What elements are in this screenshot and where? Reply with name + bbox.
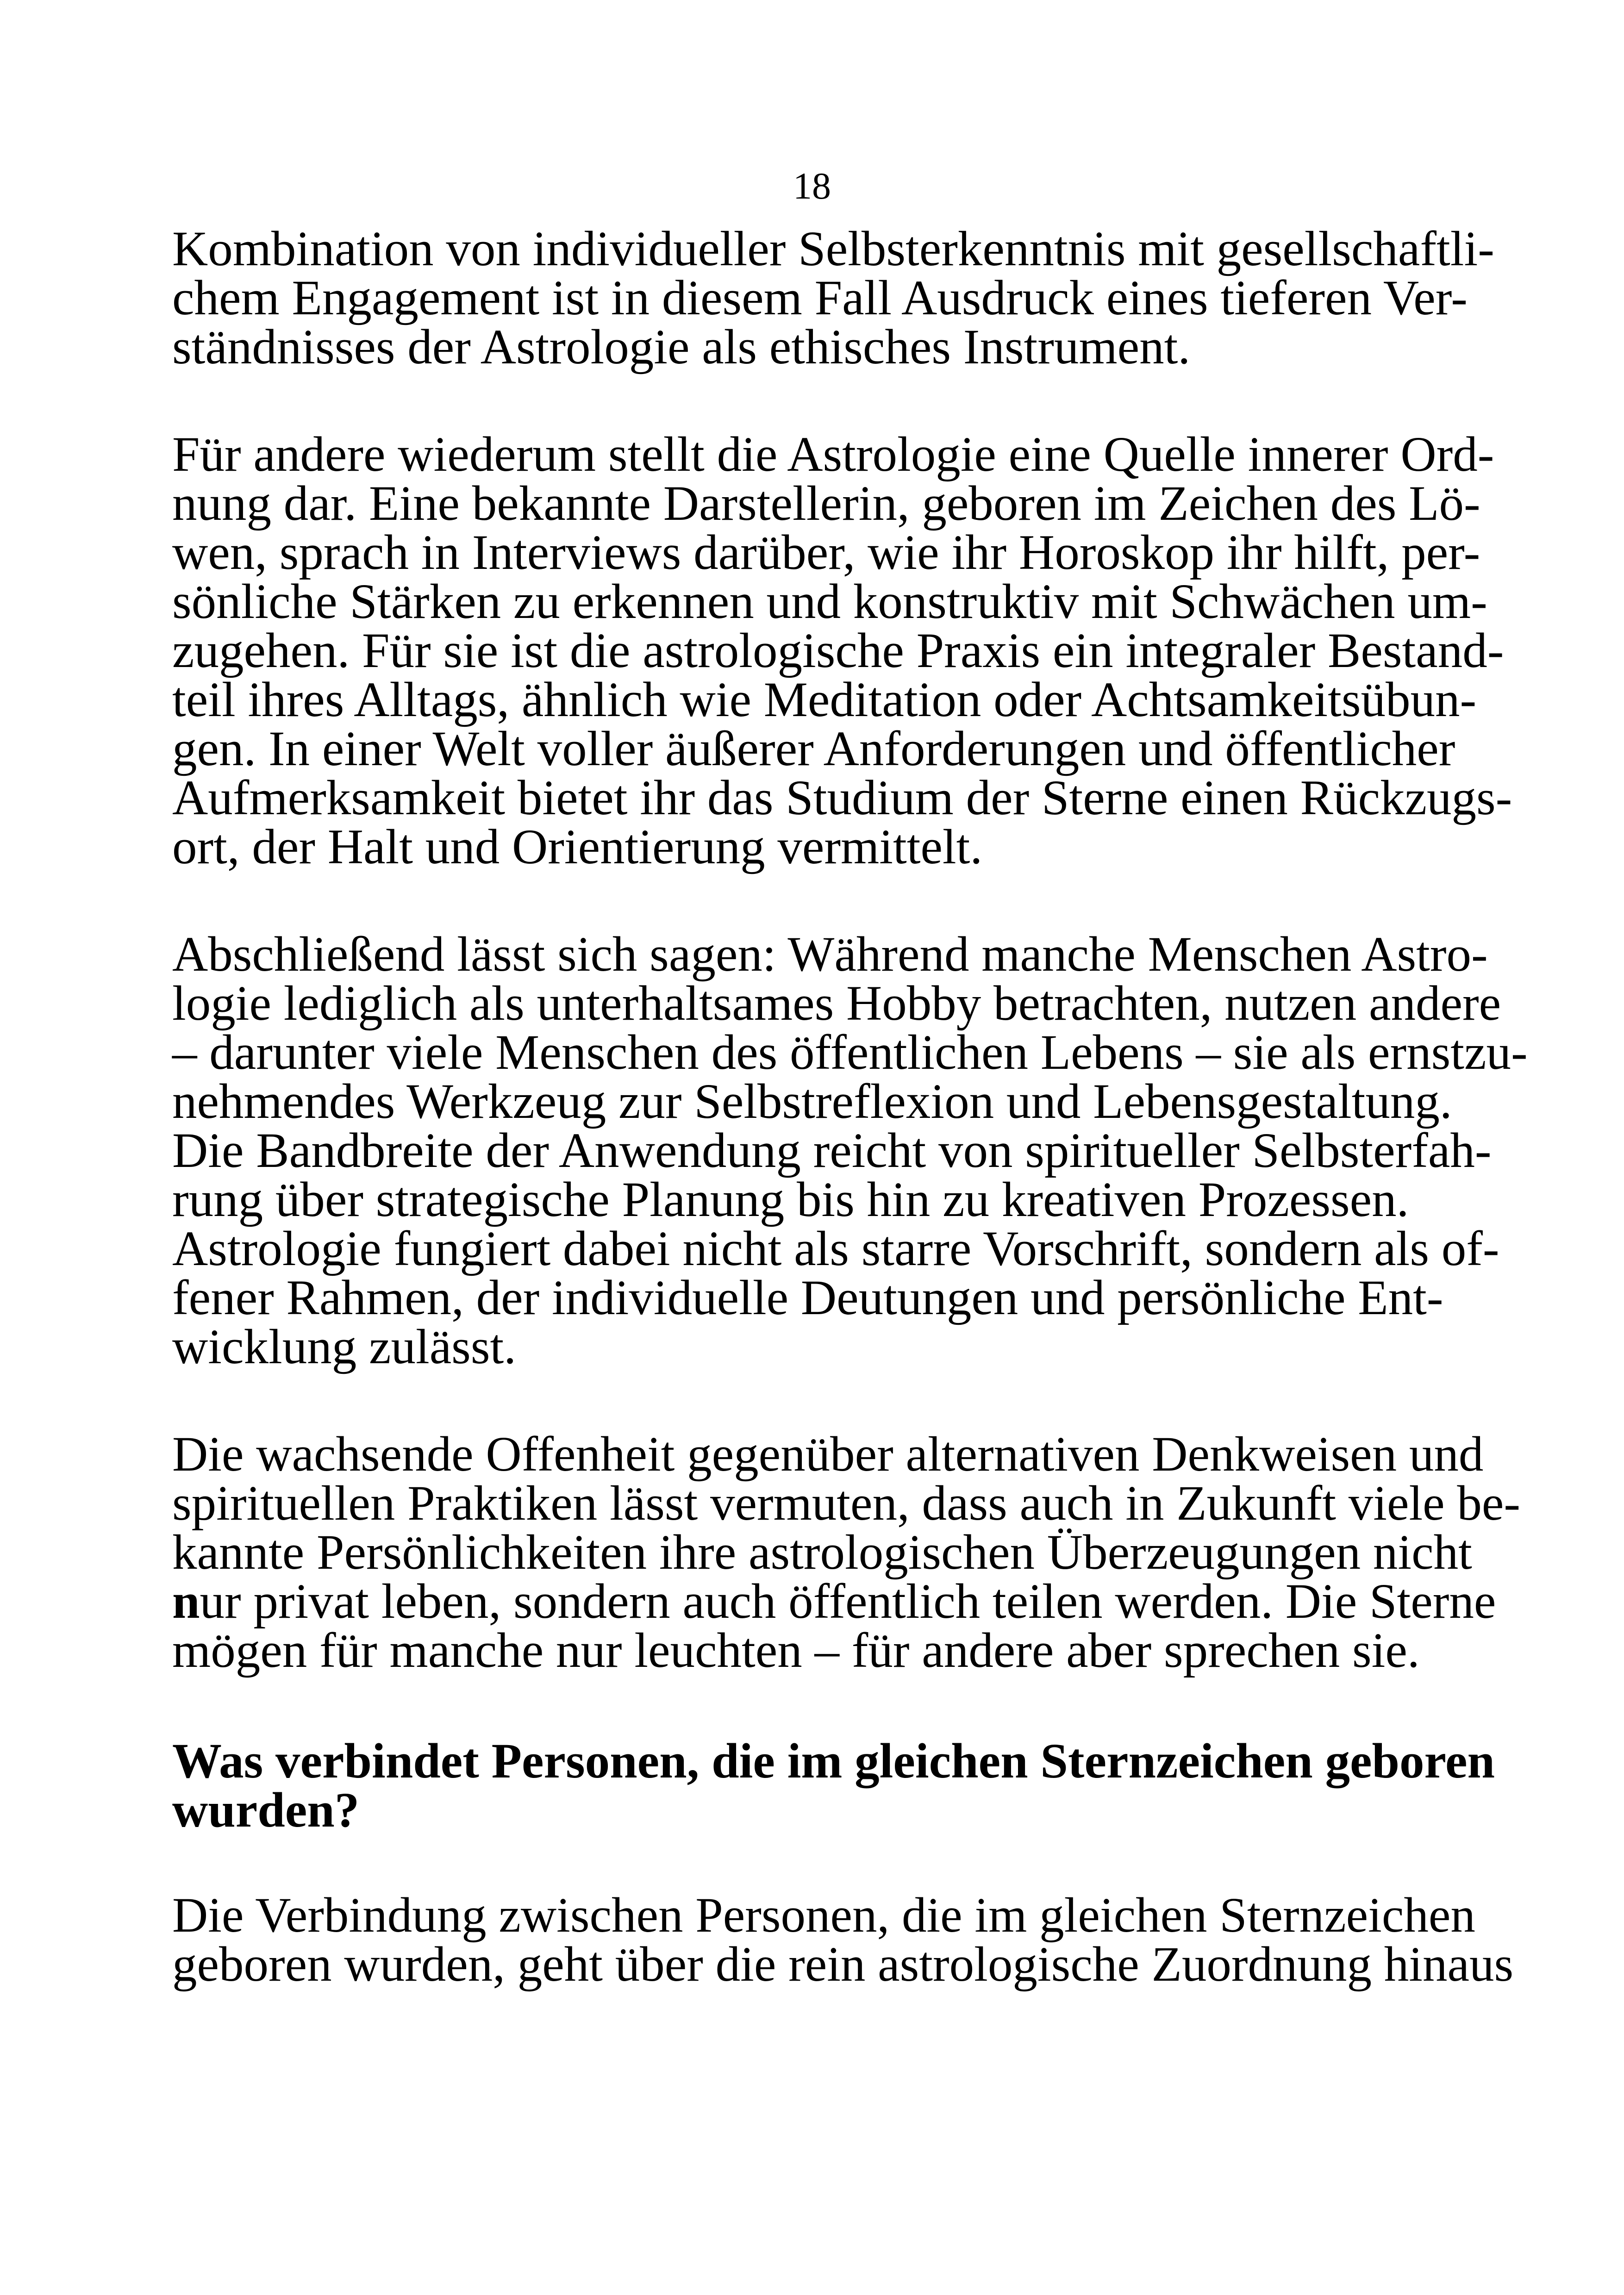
paragraph-3-line-7: Astrologie fungiert dabei nicht als starre Vorschrift, sondern als of- [172, 1222, 1499, 1276]
paragraph-3-line-1: Abschließend lässt sich sagen: Während manche Menschen Astro- [172, 927, 1488, 982]
paragraph-3-line-9: wicklung zulässt. [172, 1320, 516, 1374]
paragraph-2-line-8: Aufmerksamkeit bietet ihr das Studium der Sterne einen Rückzugs- [172, 771, 1512, 825]
page-number: 18 [793, 165, 831, 207]
paragraph-2-line-4: sönliche Stärken zu erkennen und konstruktiv mit Schwächen um- [172, 574, 1487, 629]
paragraph-3-line-2: logie lediglich als unterhaltsames Hobby betrachten, nutzen andere [172, 976, 1501, 1031]
section-heading-line-2: wurden? [172, 1783, 360, 1838]
paragraph-4-line-5: mögen für manche nur leuchten – für andere aber sprechen sie. [172, 1623, 1420, 1678]
section-heading-line-1: Was verbindet Personen, die im gleichen Sternzeichen geboren [172, 1734, 1495, 1789]
paragraph-2-line-7: gen. In einer Welt voller äußerer Anforderungen und öffentlicher [172, 722, 1455, 776]
paragraph-1-line-2: chem Engagement ist in diesem Fall Ausdruck eines tieferen Ver- [172, 271, 1468, 325]
paragraph-2-line-1: Für andere wiederum stellt die Astrologie eine Quelle innerer Ord- [172, 427, 1494, 482]
paragraph-2-line-2: nung dar. Eine bekannte Darstellerin, geboren im Zeichen des Lö- [172, 476, 1480, 531]
paragraph-1-line-1: Kombination von individueller Selbsterkenntnis mit gesellschaftli- [172, 222, 1494, 276]
paragraph-3-line-8: fener Rahmen, der individuelle Deutungen und persönliche Ent- [172, 1271, 1443, 1325]
paragraph-2-line-9: ort, der Halt und Orientierung vermittelt. [172, 820, 983, 874]
paragraph-3-line-4: nehmendes Werkzeug zur Selbstreflexion und Lebensgestaltung. [172, 1074, 1452, 1129]
paragraph-2-line-5: zugehen. Für sie ist die astrologische Praxis ein integraler Bestand- [172, 624, 1504, 678]
paragraph-4-line-4-rest: ur privat leben, sondern auch öffentlich teilen werden. Die Sterne [200, 1574, 1496, 1629]
paragraph-3-line-5: Die Bandbreite der Anwendung reicht von spiritueller Selbsterfah- [172, 1123, 1492, 1178]
paragraph-3-line-6: rung über strategische Planung bis hin zu kreativen Prozessen. [172, 1172, 1409, 1227]
paragraph-4-line-1: Die wachsende Offenheit gegenüber alternativen Denkweisen und [172, 1427, 1484, 1482]
paragraph-4-line-2: spirituellen Praktiken lässt vermuten, dass auch in Zukunft viele be- [172, 1476, 1521, 1531]
final-paragraph-line-2: geboren wurden, geht über die rein astrologische Zuordnung hinaus [172, 1937, 1514, 1992]
bold-initial-letter: n [172, 1574, 200, 1629]
paragraph-2-line-3: wen, sprach in Interviews darüber, wie ihr Horoskop ihr hilft, per- [172, 525, 1480, 580]
paragraph-2-line-6: teil ihres Alltags, ähnlich wie Meditation oder Achtsamkeitsübun- [172, 673, 1477, 727]
paragraph-3-line-3: – darunter viele Menschen des öffentlichen Lebens – sie als ernstzu- [172, 1025, 1528, 1080]
paragraph-4-line-3: kannte Persönlichkeiten ihre astrologischen Überzeugungen nicht [172, 1525, 1472, 1580]
paragraph-1-line-3: ständnisses der Astrologie als ethisches Instrument. [172, 320, 1191, 374]
final-paragraph-line-1: Die Verbindung zwischen Personen, die im gleichen Sternzeichen [172, 1888, 1475, 1943]
